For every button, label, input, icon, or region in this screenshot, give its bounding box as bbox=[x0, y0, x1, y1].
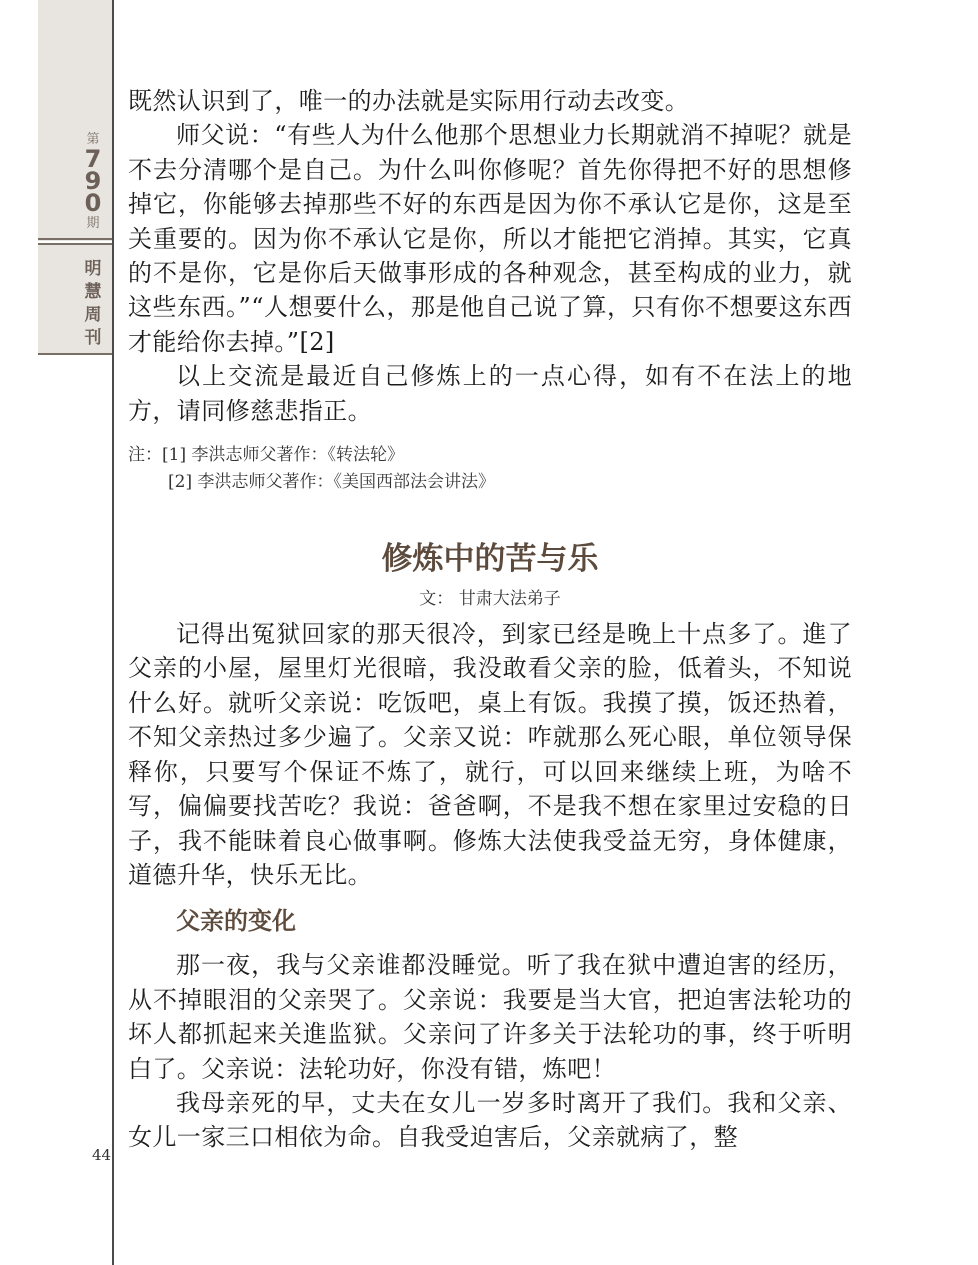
paragraph: 师父说：“有些人为什么他那个思想业力长期就消不掉呢？就是不去分清哪个是自己。为什么叫你修呢？首先你得把不好的思想修掉它，你能够去掉那些不好的东西是因为你不承认它是你，这是至关重要的。因为你不承认它是你，所以才能把它消掉。其实，它真的不是你，它是你后天做事形成的各种观念，甚至构成的业力，就这些东西。”“人想要什么，那是他自己说了算，只有你不想要这东西才能给你去掉。”[2] bbox=[128, 121, 852, 356]
article-title: 修炼中的苦与乐 bbox=[381, 541, 599, 578]
page-content bbox=[128, 84, 852, 1155]
paragraph: 那一夜，我与父亲谁都没睡觉。听了我在狱中遭迫害的经历，从不掉眼泪的父亲哭了。父亲说：我要是当大官，把迫害法轮功的坏人都抓起来关進监狱。父亲问了许多关于法轮功的事，终于听明白了。父亲说：法轮功好，你没有错，炼吧！ bbox=[128, 951, 852, 1083]
paragraph: 我母亲死的早，丈夫在女儿一岁多时离开了我们。我和父亲、女儿一家三口相依为命。自我受迫害后，父亲就病了，整 bbox=[128, 1088, 852, 1152]
brand-char: 周 bbox=[84, 305, 102, 325]
issue-prefix: 第 bbox=[86, 132, 100, 147]
margin-rule bbox=[112, 0, 114, 1265]
paragraph: 以上交流是最近自己修炼上的一点心得，如有不在法上的地方，请同修慈悲指正。 bbox=[128, 362, 852, 425]
issue-digit-3: 0 bbox=[84, 189, 102, 217]
section-heading: 父亲的变化 bbox=[176, 907, 296, 936]
paragraph: 记得出冤狱回家的那天很冷，到家已经是晚上十点多了。進了父亲的小屋，屋里灯光很暗，我没敢看父亲的脸，低着头，不知说什么好。就听父亲说：吃饭吧，桌上有饭。我摸了摸，饭还热着，不知父亲热过多少遍了。父亲又说：咋就那么死心眼，单位领导保释你，只要写个保证不炼了，就行，可以回来继续上班，为啥不写，偏偏要找苦吃？我说：爸爸啊，不是我不想在家里过安稳的日子，我不能昧着良心做事啊。修炼大法使我受益无穷，身体健康，道德升华，快乐无比。 bbox=[128, 620, 852, 889]
footnote-2: [2] 李洪志师父著作：《美国西部法会讲法》 bbox=[168, 472, 495, 493]
page-number: 44 bbox=[92, 1146, 112, 1164]
tab-divider bbox=[38, 238, 112, 240]
brand-char: 明 bbox=[84, 259, 102, 279]
issue-digit-1: 7 bbox=[84, 145, 102, 173]
footnote-1: 注：[1] 李洪志师父著作：《转法轮》 bbox=[128, 445, 404, 466]
brand-char: 刊 bbox=[84, 328, 102, 348]
paragraph: 既然认识到了，唯一的办法就是实际用行动去改变。 bbox=[128, 87, 690, 115]
article-byline: 文： 甘肃大法弟子 bbox=[419, 589, 561, 610]
footnotes bbox=[128, 442, 852, 496]
brand-vertical bbox=[82, 258, 104, 350]
brand-char: 慧 bbox=[84, 282, 102, 302]
issue-digit-2: 9 bbox=[84, 167, 102, 195]
issue-suffix: 期 bbox=[86, 216, 100, 231]
